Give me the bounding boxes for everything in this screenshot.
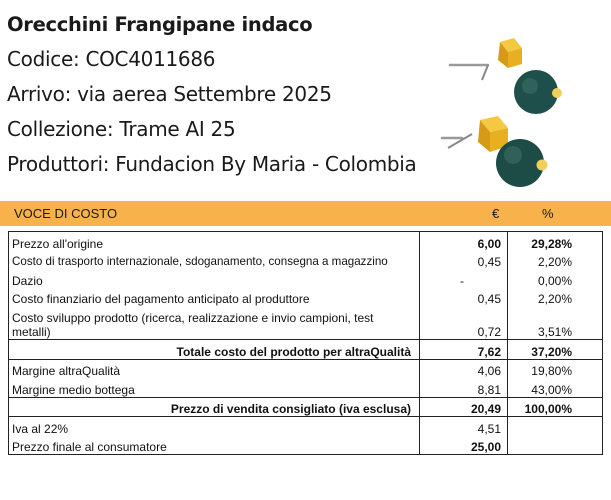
- row-eur: 25,00: [420, 436, 508, 455]
- row-eur: 8,81: [420, 378, 508, 397]
- row-label: Totale costo del prodotto per altraQualità: [9, 340, 420, 360]
- product-info: [7, 8, 447, 182]
- cost-table: [8, 231, 603, 455]
- table-row-final: [9, 436, 603, 455]
- cost-table-header: [0, 201, 611, 226]
- table-row: [9, 269, 603, 288]
- row-label: Costo di trasporto internazionale, sdoganamento, consegna a magazzino: [9, 251, 420, 270]
- table-row: [9, 306, 603, 340]
- row-eur: 20,49: [420, 397, 508, 417]
- product-code: Codice: COC4011686: [7, 47, 216, 71]
- row-eur: 0,45: [420, 251, 508, 270]
- row-label: Costo sviluppo prodotto (ricerca, realizzazione e invio campioni, test metalli): [9, 306, 420, 340]
- table-row-total: [9, 340, 603, 360]
- header-pct: %: [542, 206, 554, 221]
- row-pct: 19,80%: [508, 359, 603, 378]
- row-pct: 37,20%: [508, 340, 603, 360]
- row-label: Prezzo di vendita consigliato (iva esclusa): [9, 397, 420, 417]
- row-pct: [508, 417, 603, 436]
- table-row: [9, 288, 603, 307]
- row-label: Margine altraQualità: [9, 359, 420, 378]
- row-pct: 2,20%: [508, 288, 603, 307]
- row-label: Prezzo all'origine: [9, 232, 420, 251]
- product-collection: Collezione: Trame AI 25: [7, 117, 236, 141]
- table-row: [9, 378, 603, 397]
- row-pct: 0,00%: [508, 269, 603, 288]
- row-eur: 7,62: [420, 340, 508, 360]
- row-eur: 0,72: [420, 306, 508, 340]
- row-label: Costo finanziario del pagamento anticipato al produttore: [9, 288, 420, 307]
- row-label: Iva al 22%: [9, 417, 420, 436]
- table-row: [9, 232, 603, 251]
- product-producers: Produttori: Fundacion By Maria - Colombia: [7, 152, 417, 176]
- row-eur: 0,45: [420, 288, 508, 307]
- row-pct: 100,00%: [508, 397, 603, 417]
- product-title: Orecchini Frangipane indaco: [7, 13, 313, 36]
- table-row: [9, 417, 603, 436]
- earrings-image: [440, 30, 590, 190]
- row-label: Margine medio bottega: [9, 378, 420, 397]
- row-label: Prezzo finale al consumatore: [9, 436, 420, 455]
- row-eur: 4,06: [420, 359, 508, 378]
- row-pct: 29,28%: [508, 232, 603, 251]
- row-eur: 4,51: [420, 417, 508, 436]
- row-pct: 3,51%: [508, 306, 603, 340]
- row-pct: 2,20%: [508, 251, 603, 270]
- table-row: [9, 359, 603, 378]
- product-arrival: Arrivo: via aerea Settembre 2025: [7, 82, 332, 106]
- row-label: Dazio: [9, 269, 420, 288]
- table-row-total: [9, 397, 603, 417]
- header-eur: €: [492, 206, 500, 221]
- row-eur: 6,00: [420, 232, 508, 251]
- table-row: [9, 251, 603, 270]
- row-pct: [508, 436, 603, 455]
- row-pct: 43,00%: [508, 378, 603, 397]
- row-eur: -: [420, 269, 508, 288]
- header-voce: VOCE DI COSTO: [14, 206, 118, 221]
